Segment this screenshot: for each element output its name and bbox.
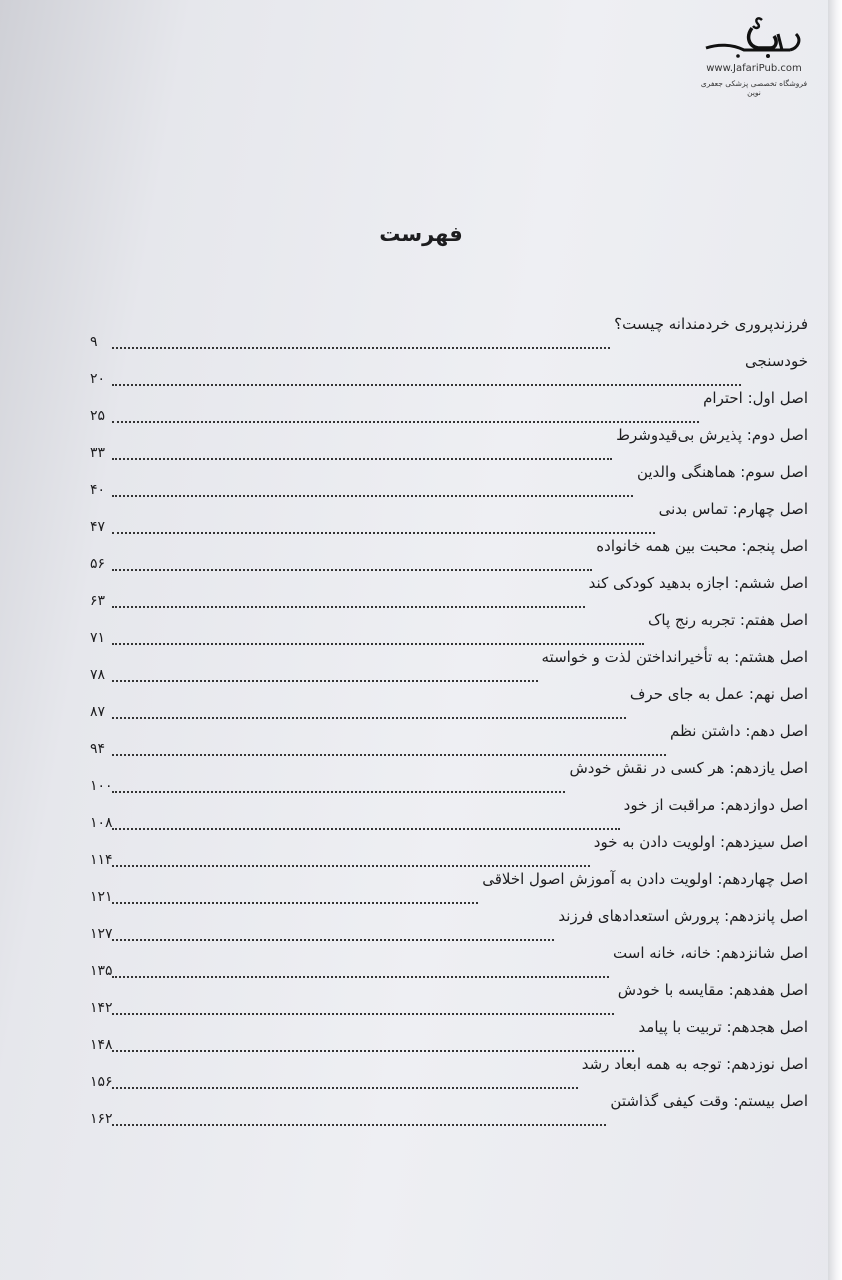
toc-entry (0, 610, 842, 644)
toc-page-number: ۵۶ (90, 556, 106, 572)
toc-entry (0, 795, 842, 829)
toc-leader-dots (112, 865, 590, 867)
toc-page-number: ۱۴۲ (90, 1000, 113, 1016)
toc-entry-label: اصل اول: احترام (703, 389, 808, 407)
toc-entry (0, 351, 842, 385)
toc-entry (0, 758, 842, 792)
toc-page-number: ۱۲۷ (90, 926, 113, 942)
toc-entry-label: اصل بیستم: وقت کیفی گذاشتن (610, 1092, 808, 1110)
toc-page-number: ۴۰ (90, 482, 106, 498)
toc-entry (0, 1017, 842, 1051)
toc-entry-label: اصل نهم: عمل به جای حرف (629, 685, 808, 703)
toc-entry-label: اصل هجدهم: تربیت با پیامد (638, 1018, 808, 1036)
toc-entry (0, 980, 842, 1014)
toc-entry (0, 462, 842, 496)
publisher-url: www.JafariPub.com (706, 63, 802, 74)
toc-entry (0, 721, 842, 755)
publisher-logo (694, 14, 814, 97)
toc-entry (0, 869, 842, 903)
toc-page-number: ۷۱ (90, 630, 106, 646)
page-title: فهرست (379, 222, 463, 246)
toc-leader-dots (112, 1087, 578, 1089)
toc-entry-label: اصل دوم: پذیرش بی‌قیدوشرط (616, 426, 808, 444)
toc-page-number: ۹۴ (90, 741, 106, 757)
toc-entry-label: اصل پانزدهم: پرورش استعدادهای فرزند (558, 907, 808, 925)
toc-leader-dots (112, 976, 609, 978)
publisher-tagline: فروشگاه تخصصی پزشکی جعفری نوین (700, 79, 808, 97)
toc-entry (0, 573, 842, 607)
toc-page-number: ۶۳ (90, 593, 106, 609)
toc-entry-label: اصل شانزدهم: خانه، خانه است (613, 944, 808, 962)
toc-entry-label: اصل چهارم: تماس بدنی (658, 500, 808, 518)
toc-entry-label: خودسنجی (745, 352, 808, 370)
toc-entry (0, 684, 842, 718)
toc-page-number: ۱۶۲ (90, 1111, 113, 1127)
toc-entry (0, 906, 842, 940)
toc-entry (0, 388, 842, 422)
toc-leader-dots (112, 347, 610, 349)
toc-page-number: ۱۵۶ (90, 1074, 113, 1090)
toc-entry-label: اصل پنجم: محبت بین همه خانواده (596, 537, 808, 555)
toc-entry-label: اصل دهم: داشتن نظم (669, 722, 808, 740)
toc-leader-dots (112, 569, 592, 571)
toc-leader-dots (112, 384, 741, 386)
toc-leader-dots (112, 1013, 614, 1015)
toc-leader-dots (112, 1050, 634, 1052)
toc-entry (0, 536, 842, 570)
toc-page-number: ۱۰۸ (90, 815, 113, 831)
toc-leader-dots (112, 717, 626, 719)
toc-page-number: ۱۰۰ (90, 778, 113, 794)
toc-entry-label: اصل ششم: اجازه بدهید کودکی کند (588, 574, 808, 592)
toc-entry-label: اصل هفتم: تجربه رنج پاک (647, 611, 808, 629)
toc-entry (0, 647, 842, 681)
toc-entry-label: اصل هفدهم: مقایسه با خودش (617, 981, 808, 999)
toc-entry (0, 1091, 842, 1125)
toc-entry-label: اصل دوازدهم: مراقبت از خود (623, 796, 808, 814)
toc-entry (0, 425, 842, 459)
toc-page-number: ۲۰ (90, 371, 106, 387)
toc-leader-dots (112, 754, 666, 756)
toc-entry-label: اصل سوم: هماهنگی والدین (636, 463, 808, 481)
toc-page-number: ۸۷ (90, 704, 106, 720)
toc-page-number: ۱۳۵ (90, 963, 113, 979)
toc-entry-label: اصل یازدهم: هر کسی در نقش خودش (569, 759, 808, 777)
toc-leader-dots (112, 643, 644, 645)
toc-leader-dots (112, 791, 565, 793)
toc-entry (0, 943, 842, 977)
toc-leader-dots (112, 606, 585, 608)
toc-entry (0, 1054, 842, 1088)
toc-page-number: ۹ (90, 334, 98, 350)
toc-entry-label: اصل چهاردهم: اولویت دادن به آموزش اصول اخلاقی (482, 870, 808, 888)
toc-leader-dots (112, 421, 699, 423)
toc-page-number: ۷۸ (90, 667, 106, 683)
toc-leader-dots (112, 1124, 606, 1126)
toc-page-number: ۲۵ (90, 408, 106, 424)
table-of-contents (0, 300, 842, 1200)
toc-page-number: ۱۴۸ (90, 1037, 113, 1053)
toc-leader-dots (112, 495, 633, 497)
toc-entry (0, 832, 842, 866)
toc-entry (0, 314, 842, 348)
toc-leader-dots (112, 532, 655, 534)
toc-leader-dots (112, 680, 538, 682)
toc-page-number: ۱۱۴ (90, 852, 113, 868)
toc-leader-dots (112, 828, 620, 830)
toc-page-number: ۴۷ (90, 519, 106, 535)
toc-entry-label: فرزندپروری خردمندانه چیست؟ (614, 315, 808, 333)
toc-entry-label: اصل هشتم: به تأخیرانداختن لذت و خواسته (541, 648, 808, 666)
toc-page-number: ۳۳ (90, 445, 106, 461)
toc-page-number: ۱۲۱ (90, 889, 113, 905)
toc-entry-label: اصل نوزدهم: توجه به همه ابعاد رشد (581, 1055, 808, 1073)
toc-leader-dots (112, 458, 612, 460)
toc-entry-label: اصل سیزدهم: اولویت دادن به خود (593, 833, 808, 851)
toc-entry (0, 499, 842, 533)
jafari-logo-icon (698, 14, 810, 62)
toc-leader-dots (112, 902, 478, 904)
toc-leader-dots (112, 939, 554, 941)
